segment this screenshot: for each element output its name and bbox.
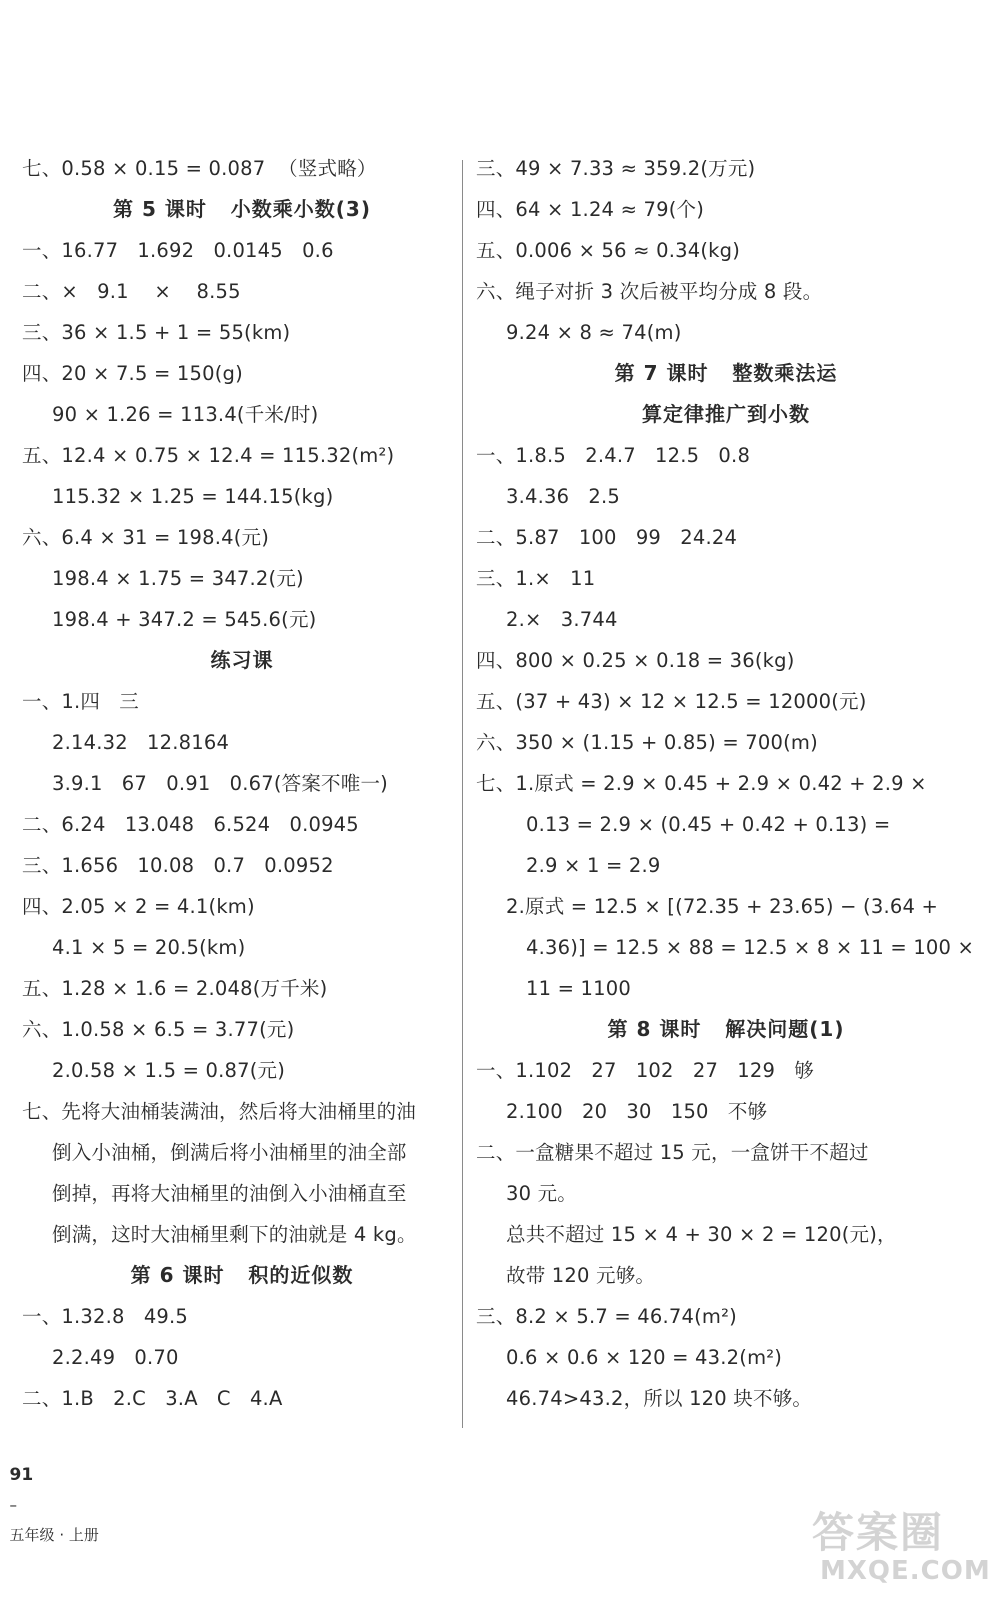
answer-line: 四、20 × 7.5 = 150(g) <box>22 362 243 385</box>
section-heading: 第 8 课时 解决问题(1) <box>607 1017 845 1041</box>
answer-line: 198.4 + 347.2 = 545.6(元) <box>52 608 317 631</box>
answer-line: 三、49 × 7.33 ≈ 359.2(万元) <box>476 157 756 180</box>
answer-line: 2.14.32 12.8164 <box>52 731 230 754</box>
answer-line: 故带 120 元够。 <box>506 1264 656 1287</box>
answer-line: 9.24 × 8 ≈ 74(m) <box>506 321 682 344</box>
answer-line: 一、1.32.8 49.5 <box>22 1305 189 1328</box>
answer-line: 3.4.36 2.5 <box>506 485 621 508</box>
footer-separator: – <box>9 1496 18 1514</box>
answer-line: 2.9 × 1 = 2.9 <box>526 854 661 877</box>
answer-line: 3.9.1 67 0.91 0.67(答案不唯一) <box>52 772 388 795</box>
answer-line: 0.6 × 0.6 × 120 = 43.2(m²) <box>506 1346 783 1369</box>
left-column <box>22 148 462 1419</box>
answer-line: 五、12.4 × 0.75 × 12.4 = 115.32(m²) <box>22 444 395 467</box>
answer-line: 二、5.87 100 99 24.24 <box>476 526 738 549</box>
answer-line: 四、800 × 0.25 × 0.18 = 36(kg) <box>476 649 795 672</box>
answer-line: 五、(37 + 43) × 12 × 12.5 = 12000(元) <box>476 690 867 713</box>
book-label: 五年级 · 上册 <box>9 1526 99 1544</box>
answer-line: 三、36 × 1.5 + 1 = 55(km) <box>22 321 291 344</box>
answer-line: 六、350 × (1.15 + 0.85) = 700(m) <box>476 731 818 754</box>
answer-line: 30 元。 <box>506 1182 578 1205</box>
section-heading: 第 5 课时 小数乘小数(3) <box>113 197 371 221</box>
answer-line: 2.原式 = 12.5 × [(72.35 + 23.65) − (3.64 + <box>506 895 939 918</box>
answer-line: 90 × 1.26 = 113.4(千米/时) <box>52 403 319 426</box>
answer-line: 0.13 = 2.9 × (0.45 + 0.42 + 0.13) = <box>526 813 891 836</box>
answer-line: 总共不超过 15 × 4 + 30 × 2 = 120(元)， <box>506 1223 897 1246</box>
answer-line: 四、64 × 1.24 ≈ 79(个) <box>476 198 705 221</box>
answer-line: 倒掉，再将大油桶里的油倒入小油桶直至 <box>52 1182 407 1205</box>
answer-line: 六、绳子对折 3 次后被平均分成 8 段。 <box>476 280 823 303</box>
answer-line: 倒满，这时大油桶里剩下的油就是 4 kg。 <box>52 1223 417 1246</box>
right-column <box>476 148 976 1419</box>
answer-line: 五、0.006 × 56 ≈ 0.34(kg) <box>476 239 741 262</box>
answer-line: 2.× 3.744 <box>506 608 618 631</box>
section-heading: 算定律推广到小数 <box>642 402 810 426</box>
watermark-chinese: 答案圈 <box>812 1508 945 1557</box>
answer-line: 四、2.05 × 2 = 4.1(km) <box>22 895 255 918</box>
answer-line: 二、1.B 2.C 3.A C 4.A <box>22 1387 283 1410</box>
watermark-domain: MXQE.COM <box>820 1556 991 1586</box>
answer-line: 2.100 20 30 150 不够 <box>506 1100 768 1123</box>
answer-line: 11 = 1100 <box>526 977 631 1000</box>
answer-line: 七、0.58 × 0.15 = 0.087 （竖式略） <box>22 157 377 180</box>
answer-line: 46.74>43.2，所以 120 块不够。 <box>506 1387 813 1410</box>
answer-line: 4.1 × 5 = 20.5(km) <box>52 936 246 959</box>
answer-line: 一、16.77 1.692 0.0145 0.6 <box>22 239 334 262</box>
page-number: 91 <box>9 1465 34 1485</box>
answer-line: 六、6.4 × 31 = 198.4(元) <box>22 526 270 549</box>
answer-line: 2.2.49 0.70 <box>52 1346 179 1369</box>
answer-line: 倒入小油桶，倒满后将小油桶里的油全部 <box>52 1141 407 1164</box>
answer-line: 五、1.28 × 1.6 = 2.048(万千米) <box>22 977 328 1000</box>
answer-line: 4.36)] = 12.5 × 88 = 12.5 × 8 × 11 = 100 × <box>526 936 975 959</box>
answer-line: 六、1.0.58 × 6.5 = 3.77(元) <box>22 1018 295 1041</box>
answer-line: 三、8.2 × 5.7 = 46.74(m²) <box>476 1305 737 1328</box>
answer-line: 三、1.656 10.08 0.7 0.0952 <box>22 854 334 877</box>
column-divider <box>462 160 463 1428</box>
section-heading: 练习课 <box>210 648 274 672</box>
watermark-logo <box>812 1500 991 1592</box>
answer-line: 一、1.四 三 <box>22 690 140 713</box>
answer-line: 七、先将大油桶装满油，然后将大油桶里的油 <box>22 1100 417 1123</box>
answer-line: 一、1.102 27 102 27 129 够 <box>476 1059 814 1082</box>
answer-line: 115.32 × 1.25 = 144.15(kg) <box>52 485 334 508</box>
answer-line: 2.0.58 × 1.5 = 0.87(元) <box>52 1059 286 1082</box>
page-footer <box>0 1430 99 1544</box>
answer-line: 七、1.原式 = 2.9 × 0.45 + 2.9 × 0.42 + 2.9 × <box>476 772 927 795</box>
section-heading: 第 6 课时 积的近似数 <box>130 1263 354 1287</box>
answer-line: 一、1.8.5 2.4.7 12.5 0.8 <box>476 444 751 467</box>
answer-line: 二、一盒糖果不超过 15 元，一盒饼干不超过 <box>476 1141 869 1164</box>
answer-line: 二、6.24 13.048 6.524 0.0945 <box>22 813 359 836</box>
answer-line: 二、× 9.1 × 8.55 <box>22 280 241 303</box>
answer-line: 三、1.× 11 <box>476 567 596 590</box>
section-heading: 第 7 课时 整数乘法运 <box>614 361 838 385</box>
answer-line: 198.4 × 1.75 = 347.2(元) <box>52 567 304 590</box>
